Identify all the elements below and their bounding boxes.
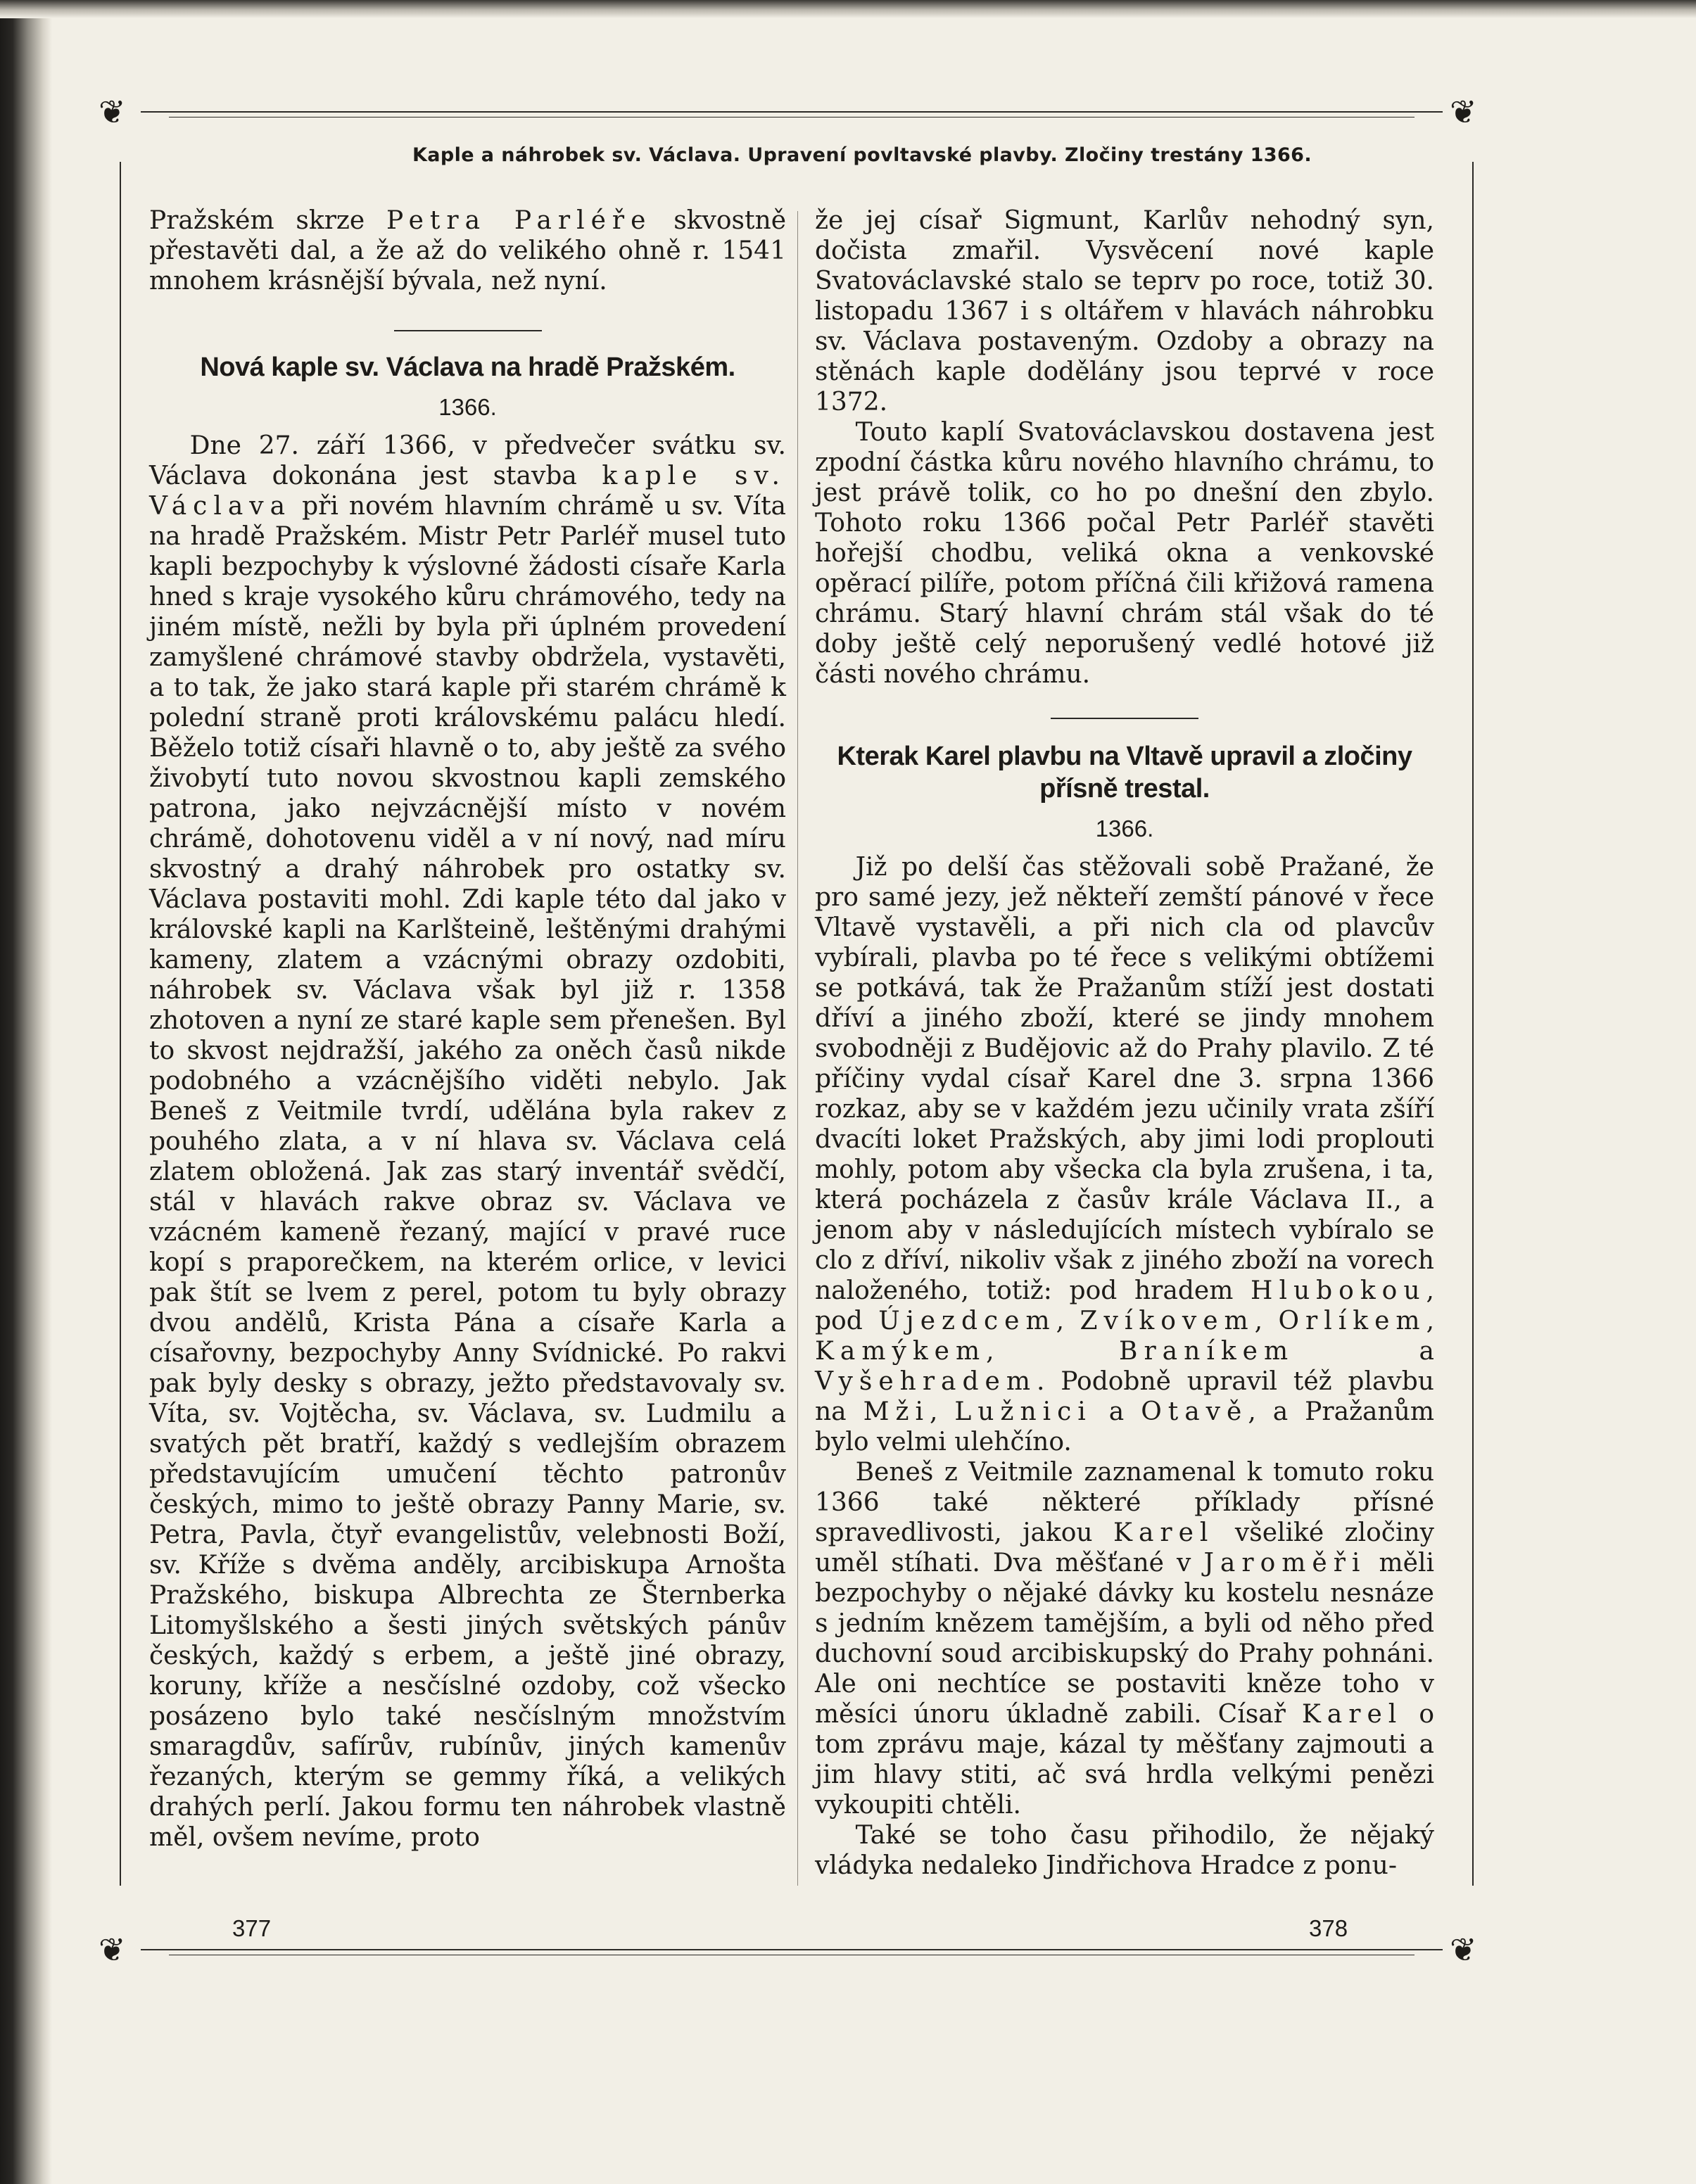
text-run: Také se toho času přihodilo, že nějaký vládyka nedaleko Jindřichova Hradce z ponu- [815, 1821, 1434, 1880]
frame-left-rule [120, 162, 121, 1886]
left-column [149, 205, 786, 1853]
spaced-emphasis: Petra Parléře [386, 206, 652, 235]
spaced-emphasis: Lužnici [954, 1397, 1092, 1426]
text-run: a [1294, 1337, 1435, 1366]
right-paragraph-5 [815, 1820, 1434, 1881]
text-run: Beneš z Veitmile zaznamenal k tomuto roku 1366 také některé příklady přísné spravedlivosti, jakou [815, 1458, 1434, 1547]
page-number-right: 378 [1309, 1915, 1348, 1941]
spaced-emphasis: Otavě [1141, 1397, 1248, 1426]
spaced-emphasis: Karel [1113, 1518, 1215, 1547]
text-run: o tom zprávu maje, kázal ty měšťany zajmouti a jim hlavy stiti, ač svá hrdla velkými penězi vykoupiti chtěli. [815, 1700, 1435, 1820]
spaced-emphasis: Zvíkovem [1080, 1307, 1255, 1335]
spaced-emphasis: Újezdcem [878, 1307, 1056, 1335]
text-run: , [1254, 1307, 1279, 1335]
text-run: . Podobně upravil též plavbu na [815, 1367, 1434, 1426]
page-number-left: 377 [232, 1915, 272, 1941]
spaced-emphasis: Braníkem [1119, 1337, 1295, 1366]
frame-top-rule [141, 111, 1443, 113]
text-run: , a Pražanům bylo velmi ulehčíno. [815, 1397, 1435, 1456]
section-divider [1051, 718, 1198, 719]
right-column [815, 205, 1434, 1881]
corner-ornament-bottom-left: ❦ [99, 1931, 126, 1969]
right-paragraph-3 [815, 852, 1434, 1457]
corner-ornament-top-left: ❦ [99, 93, 126, 131]
column-divider [797, 211, 798, 1886]
running-head: Kaple a náhrobek sv. Václava. Upravení povltavské plavby. Zločiny trestány 1366. [412, 144, 1312, 166]
right-paragraph-2 [815, 417, 1434, 690]
section-year-right: 1366. [1095, 815, 1154, 842]
text-run: , [986, 1337, 1119, 1366]
corner-ornament-top-right: ❦ [1450, 93, 1477, 131]
spaced-emphasis: Kamýkem [815, 1337, 987, 1366]
text-run: skvostně přestavěti dal, a že až do velikého ohně r. 1541 mnohem krásnější bývala, než nyní. [149, 206, 786, 296]
text-run: , [1426, 1307, 1435, 1335]
spaced-emphasis: Orlíkem [1278, 1307, 1426, 1335]
section-year-left: 1366. [438, 394, 497, 420]
spaced-emphasis: Hlubokou [1251, 1276, 1426, 1305]
text-run: při novém hlavním chrámě u sv. Víta na hradě Pražském. Mistr Petr Parléř musel tuto kapli bezpochyby k výslovné žádosti císaře Karla hned s kraje vysokého kůru chrámového, tedy na jiném místě, nežli by byla při úplném provedení zamyšlené chrámové stavby obdržela, vystavěti, a to tak, že jako stará kaple při starém chrámě k polední straně proti královskému palácu hledí. Běželo totiž císaři hlavně o to, aby ještě za svého živobytí tuto novou skvostnou kapli zemského patrona, jako nejvzácnější místo v novém chrámě, dohotovenu viděl a v ní nový, nad míru skvostný a drahý náhrobek pro ostatky sv. Václava postaviti mohl. Zdi kaple této dal jako v královské kapli na Karlšteině, leštěnými drahými kameny, zlatem a vzácnými obrazy ozdobiti, náhrobek sv. Václava však byl již r. 1358 zhotoven a nyní ze staré kaple sem přenešen. Byl to skvost nejdražší, jakého za oněch časů nikde podobného a vzácnějšího viděti nebylo. Jak Beneš z Veitmile tvrdí, udělána byla rakev z pouhého zlata, a v ní hlava sv. Václava celá zlatem obložená. Jak zas starý inventář svědčí, stál v hlavách rakve obraz sv. Václava ve vzácném kameně řezaný, mající v pravé ruce kopí s praporečkem, na kterém orlice, v levici pak štít se lvem z perel, potom tu byly obrazy dvou andělů, Krista Pána a císaře Karla a císařovny, bezpochyby Anny Svídnické. Po rakvi pak byly desky s obrazy, ježto představovaly sv. Víta, sv. Vojtěcha, sv. Václava, sv. Ludmilu a svatých pět bratří, každý s vedlejším obrazem představujícím umučení těchto patronův českých, mimo to ještě obrazy Panny Marie, sv. Petra, Pavla, čtyř evangelistův, velebnosti Boží, sv. Kříže s dvěma anděly, arcibiskupa Arnošta Pražského, biskupa Albrechta ze Šternberka Litomyšlského a šesti jiných světských pánův českých, každý s erbem, a ještě jiné obrazy, koruny, kříže a nesčíslné ozdoby, což všecko posázeno bylo také nesčíslným množstvím smaragdův, safírův, rubínův, jiných kamenův řezaných, kterým se gemmy říká, a velikých drahých perlí. Jakou formu ten náhrobek vlastně měl, ovšem nevíme, proto [149, 492, 786, 1852]
spaced-emphasis: Karel [1301, 1700, 1403, 1729]
frame-right-rule [1472, 162, 1474, 1886]
right-paragraph-1 [815, 205, 1434, 417]
text-run: že jej císař Sigmunt, Karlův nehodný syn, dočista zmařil. Vysvěcení nové kaple Svatováclavské stalo se teprv po roce, totiž 30. listopadu 1367 i s oltářem v hlavách náhrobku sv. Václava postaveným. Ozdoby a obrazy na stěnách kaple dodělány jsou teprvé v roce 1372. [815, 206, 1434, 417]
spaced-emphasis: Mži [863, 1397, 930, 1426]
text-run: měli bezpochyby o nějaké dávky ku kostelu nesnáze s jedním knězem tamějším, a byli od něho před duchovní soud arcibiskupský do Prahy pohnáni. Ale oni nechtíce se postaviti kněze toho v měsíci únoru úkladně zabili. Císař [815, 1549, 1434, 1729]
text-run: , [929, 1397, 955, 1426]
text-run: , pod [815, 1276, 1434, 1335]
text-run: Dne 27. září 1366, v předvečer svátku sv. Václava dokonána jest stavba [149, 431, 786, 490]
text-run: všeliké zločiny uměl stíhati. Dva měšťané v [815, 1518, 1434, 1577]
section-divider [394, 330, 542, 331]
frame-top-rule-inner [169, 117, 1415, 118]
spaced-emphasis: Vyšehradem [815, 1367, 1037, 1396]
section-heading-left: Nová kaple sv. Václava na hradě Pražském. [200, 353, 735, 382]
book-spine-shadow [0, 0, 52, 2184]
text-run: Touto kaplí Svatováclavskou dostavena jest zpodní částka kůru nového hlavního chrámu, to jest právě tolik, co ho po dnešní den zbylo. Tohoto roku 1366 počal Petr Parléř stavěti hořejší chodbu, veliká okna a venkovské opěrací pilíře, potom příčná čili křižová ramena chrámu. Starý hlavní chrám stál však do té doby ještě celý neporušený vedlé hotové již části nového chrámu. [815, 418, 1434, 689]
section-heading-right: Kterak Karel plavbu na Vltavě upravil a zločiny přísně trestal. [837, 742, 1412, 804]
text-run: Pražském skrze [149, 206, 386, 235]
corner-ornament-bottom-right: ❦ [1450, 1931, 1477, 1969]
left-paragraph-1 [149, 205, 786, 296]
spaced-emphasis: kaple sv. Václava [149, 462, 786, 521]
left-paragraph-2 [149, 431, 786, 1853]
right-paragraph-4 [815, 1457, 1434, 1820]
text-run: , [1056, 1307, 1080, 1335]
text-run: Již po delší čas stěžovali sobě Pražané, že pro samé jezy, jež někteří zemští pánové v řece Vltavě vystavěli, a při nich cla od plavcův vybírali, plavba po té řece s velikými obtížemi se potkává, tak že Pražanům stíží jest dostati dříví a jiného zboží, které se jindy mnohem svobodněji z Budějovic až do Prahy plavilo. Z té příčiny vydal císař Karel dne 3. srpna 1366 rozkaz, aby se v každém jezu učinily vrata zšíří dvacíti loket Pražských, aby jimi lodi proplouti mohly, potom aby všecka cla byla zrušena, i ta, která pocházela z časův krále Václava II., a jenom aby v následujících místech vybíralo se clo z dříví, nikoliv však z jiného zboží na vorech naloženého, totiž: pod hradem [815, 853, 1434, 1305]
text-run: a [1091, 1397, 1141, 1426]
page-top-shadow [0, 0, 1696, 18]
frame-bottom-rule [141, 1949, 1443, 1950]
spaced-emphasis: Jaroměři [1203, 1549, 1367, 1577]
